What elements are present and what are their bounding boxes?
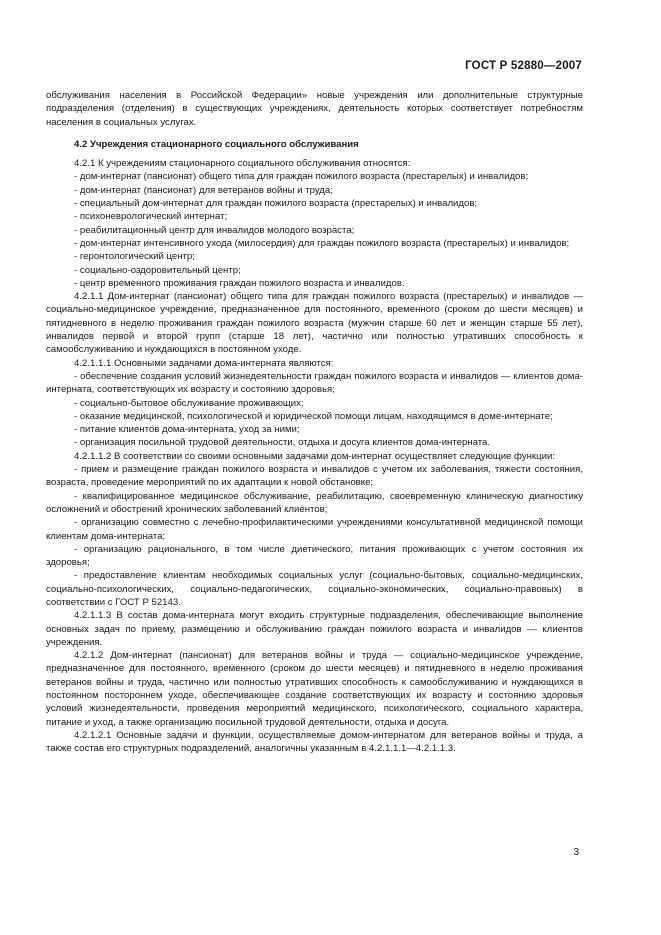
list-item: - организация посильной трудовой деятельности, отдыха и досуга клиентов дома-интерната. [74,437,491,449]
paragraph: 4.2.1.2.1 Основные задачи и функции, осуществляемые домом-интернатом для ветеранов войны и труда, а также состав его структурных подразделений, аналогичны указанным в 4.2.1.1.1—4.2.1.1.3. [46,729,583,755]
paragraph: 4.2.1.1.3 В состав дома-интерната могут входить структурные подразделения, обеспечивающие выполнение основных задач по приему, размещению и обслуживанию граждан пожилого возраста и инвалидов — клиентов учреждения. [46,610,583,648]
list-item: - геронтологический центр; [74,251,195,263]
list-item: - реабилитационный центр для инвалидов молодого возраста; [74,224,355,236]
list-item: - организацию рационального, в том числе диетического, питания проживающих с учетом состояния их здоровья; [46,543,583,569]
list-item: - оказание медицинской, психологической и юридической помощи лицам, находящимся в доме-интернате; [74,410,553,422]
body-text [46,89,583,756]
list-item: - организацию совместно с лечебно-профилактическими учреждениями консультативной медицинской помощи клиентам дома-интерната; [46,517,583,542]
list-item: - социально-оздоровительный центр; [74,264,241,276]
paragraph: 4.2.1.2 Дом-интернат (пансионат) для ветеранов войны и труда — социально-медицинское учреждение, предназначенное для постоянного, временного (сроком до шести месяцев) и пятидневного в неделю проживания ветеранов войны и труда, частично или полностью утративших способность к самообслуживанию и нуждающихся в постоянном постороннем уходе, обеспечивающее создание соответствующих их возрасту и состоянию здоровья условий жизнедеятельности, проведения мероприятий медицинского, психологического, социального характера, питание и уход, а также организацию посильной трудовой деятельности, отдыха и досуга. [46,650,583,728]
list-item: - специальный дом-интернат для граждан пожилого возраста (престарелых) и инвалидов; [74,198,478,210]
list-item: - дом-интернат (пансионат) для ветеранов войны и труда; [74,184,333,196]
paragraph: 4.2.1.1.1 Основными задачами дома-интерната являются: [74,357,334,369]
standard-number: ГОСТ Р 52880—2007 [465,60,582,72]
paragraph: 4.2.1.1.2 В соответствии со своими основными задачами дом-интернат осуществляет следующие функции: [74,450,556,462]
list-item: - психоневрологический интернат; [74,211,228,223]
paragraph: 4.2.1.1 Дом-интернат (пансионат) общего типа для граждан пожилого возраста (престарелых) и инвалидов — социально-медицинское учреждение, предназначенное для постоянного, временного (сроком до шести месяцев) и пятидневного в неделю проживания граждан пожилого возраста (мужчин старше 60 лет и женщин старше 55 лет), инвалидов первой и второй групп (старше 18 лет), частично или полностью утративших способность к самообслуживанию и нуждающихся в постоянном уходе. [46,291,583,356]
list-item: - социально-бытовое обслуживание проживающих; [74,397,304,409]
paragraph: обслуживания населения в Российской Федерации» новые учреждения или дополнительные структурные подразделения (отделения) в существующих учреждениях, деятельность которых соответствует потребностям населения в социальных услугах. [46,90,583,128]
list-item: - дом-интернат (пансионат) общего типа для граждан пожилого возраста (престарелых) и инвалидов; [74,171,529,183]
list-item: - прием и размещение граждан пожилого возраста и инвалидов с учетом их заболевания, тяжести состояния, возраста, проведение мероприятий по их адаптации к новой обстановке; [46,464,583,489]
list-item: - дом-интернат интенсивного ухода (милосердия) для граждан пожилого возраста (престарелых) и инвалидов; [74,237,570,249]
list-item: - питание клиентов дома-интерната, уход за ними; [74,424,300,436]
list-item: - центр временного проживания граждан пожилого возраста и инвалидов. [74,277,405,289]
paragraph: 4.2.1 К учреждениям стационарного социального обслуживания относятся: [74,158,411,170]
section-heading: 4.2 Учреждения стационарного социального обслуживания [74,138,359,150]
page-number: 3 [573,847,579,858]
list-item: - предоставление клиентам необходимых социальных услуг (социально-бытовых, социально-медицинских, социально-психологических, социально-педагогических, социально-экономических, социально-правовых) в соответствии с ГОСТ Р 52143. [46,570,583,608]
list-item: - обеспечение создания условий жизнедеятельности граждан пожилого возраста и инвалидов — клиентов дома-интерната, соответствующих их возрасту и состоянию здоровья; [46,370,583,396]
list-item: - квалифицированное медицинское обслуживание, реабилитацию, своевременную клиническую диагностику осложнений и обострений хронических заболеваний клиентов; [46,490,583,515]
